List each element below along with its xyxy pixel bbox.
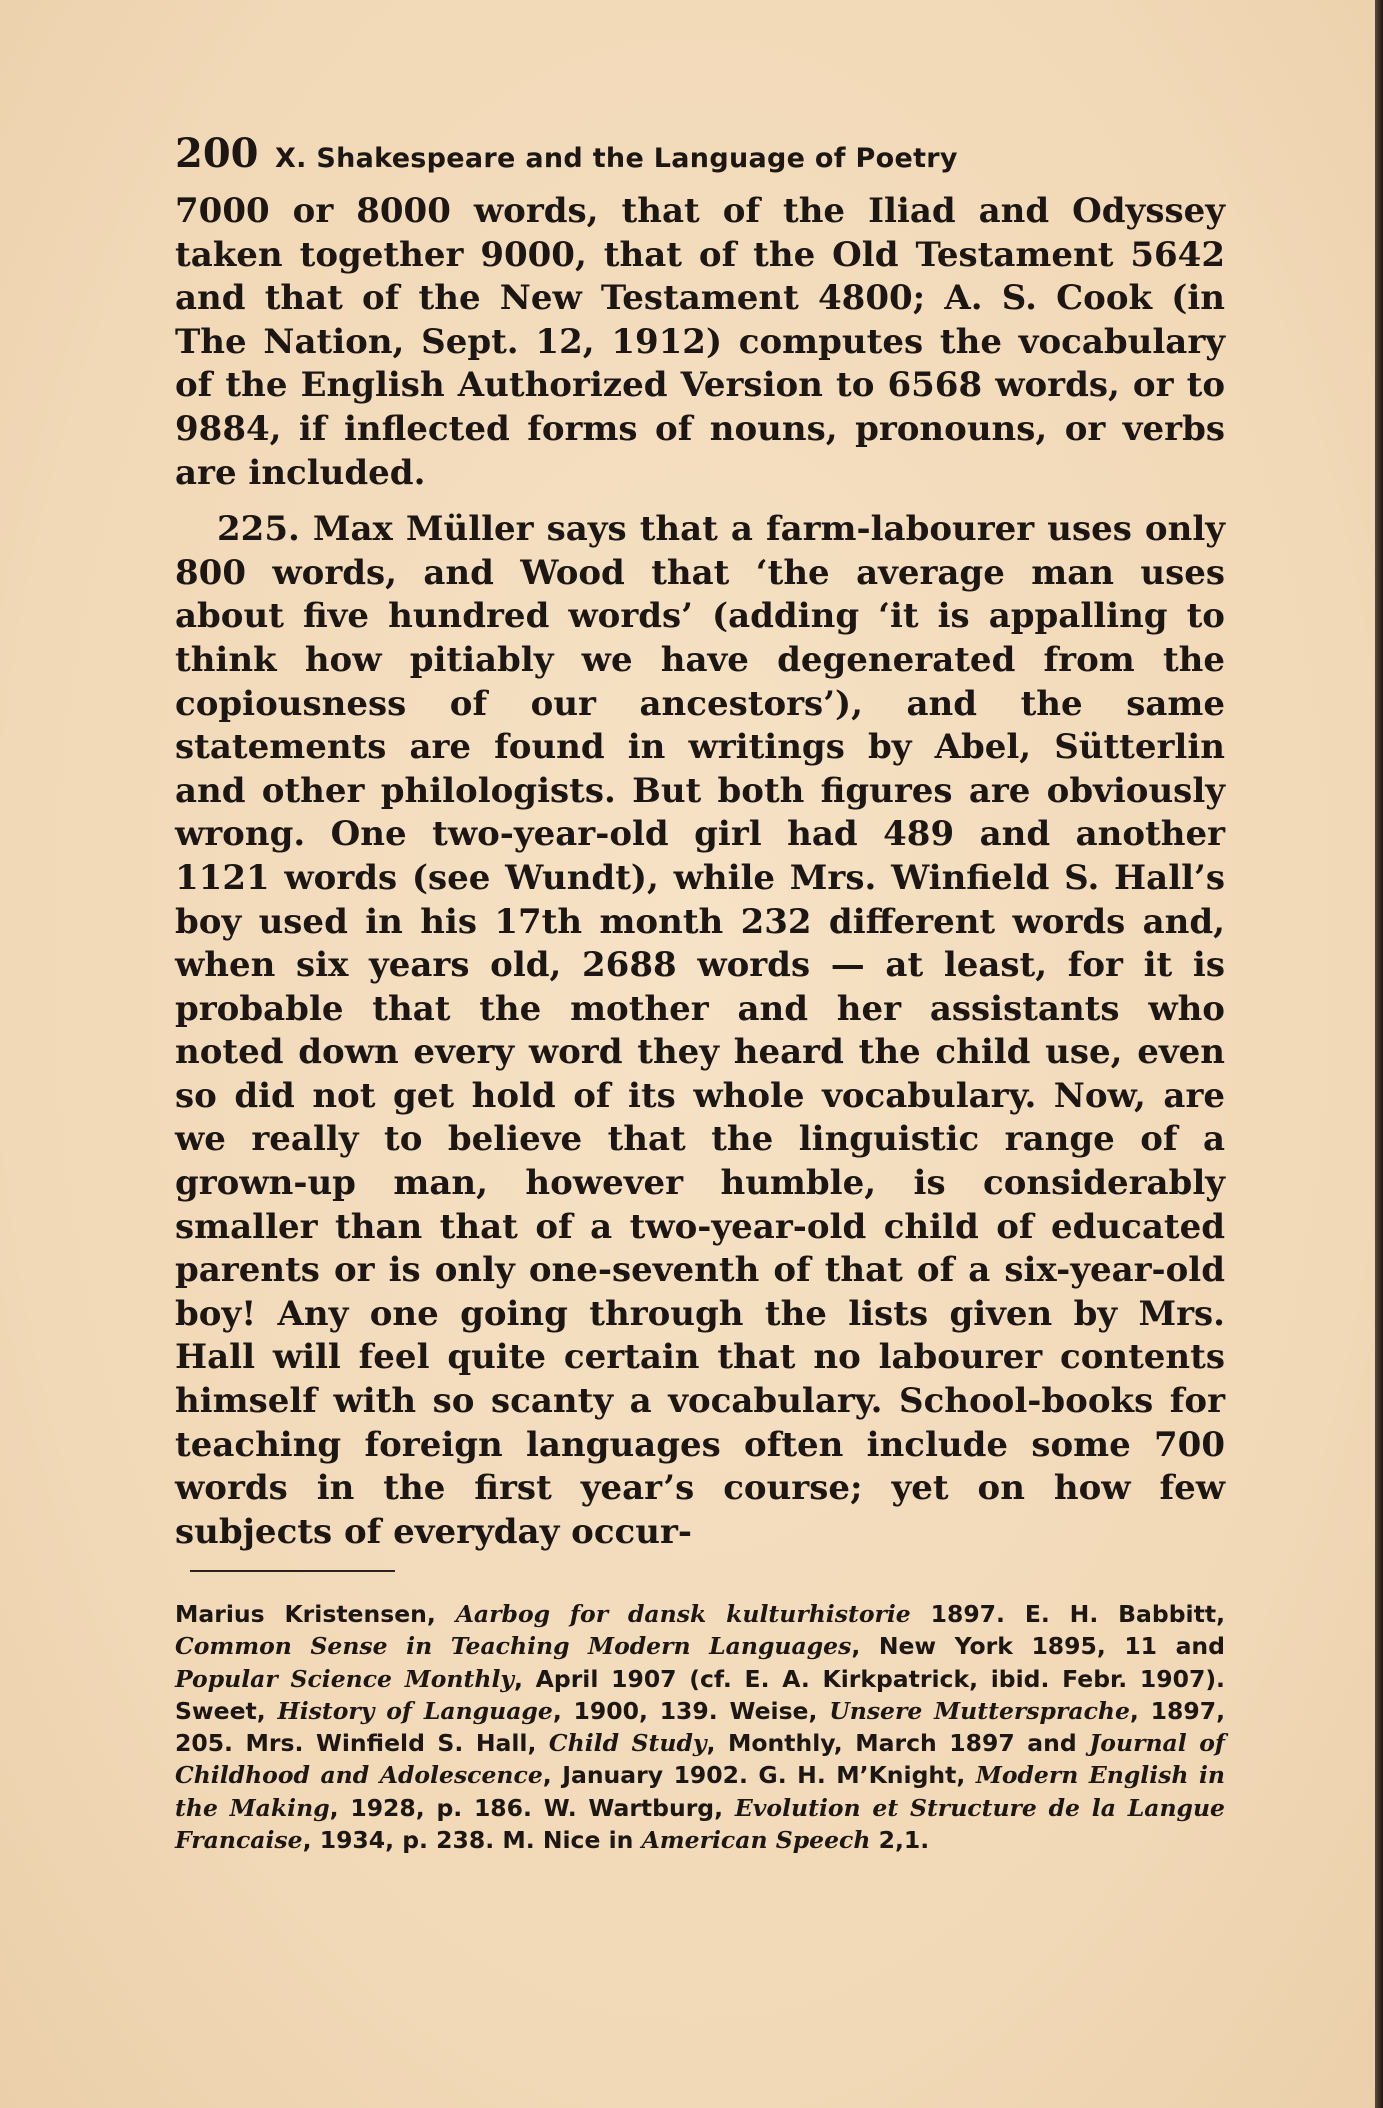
page-header (175, 130, 1235, 177)
footnote-rule (190, 1570, 395, 1572)
page-edge-shadow (1375, 0, 1383, 2108)
footnote-title: Common Sense in Teaching Modern Languages (175, 1632, 852, 1661)
footnote-text: , April 1907 (cf. E. A. Kirkpatrick, ibid. Febr. 1907). Sweet, (175, 1664, 1225, 1725)
footnote-text: , 1897, 205. Mrs. Winfield S. Hall, (175, 1696, 1225, 1758)
footnote-text: , New York 1895, 11 and (851, 1632, 1225, 1661)
running-head: X. Shakespeare and the Language of Poetry (275, 143, 958, 174)
section-paragraph (175, 508, 1225, 1554)
footnote-title: Unsere Muttersprache (829, 1696, 1130, 1725)
continuation-paragraph: 7000 or 8000 words, that of the Iliad and Odyssey taken together 9000, that of the Old Testament 5642 and that of the New Testament 4800; A. S. Cook (in The Nation, Sept. 12, 1912) computes the vocabulary of the English Authorized Version to 6568 words, or to 9884, if inflected forms of nouns, pronouns, or verbs are included. (175, 191, 1225, 493)
footnote-text: , January 1902. G. H. M’Knight, (542, 1761, 976, 1790)
footnote-text: 1897. E. H. Babbitt, (910, 1600, 1226, 1628)
footnote-title: American Speech (641, 1826, 871, 1855)
footnote-title: Modern English in the Making (175, 1761, 1225, 1822)
footnote-text: , 1900, 139. Weise, (552, 1696, 830, 1725)
footnote-text: , 1928, p. 186. W. Wartburg, (329, 1793, 735, 1822)
footnote-text: , 1934, p. 238. M. Nice in (302, 1826, 642, 1855)
footnote-title: Child Study (548, 1729, 707, 1758)
section-number: 225. (217, 509, 300, 550)
footnote-title: Aarbog for dansk kulturhistorie (455, 1600, 911, 1628)
section-paragraph-text: Max Müller says that a farm-labourer uses only 800 words, and Wood that ‘the average man uses about five hundred words’ (adding ‘it is appalling to think how pitiably we have degenerated from the copiousness of our ancestors’), and the same statements are found in writings by Abel, Sütterlin and other philologists. But both figures are obviously wrong. One two-year-old girl had 489 and another 1121 words (see Wundt), while Mrs. Winfield S. Hall’s boy used in his 17th month 232 different words and, when six years old, 2688 words — at least, for it is probable that the mother and her assistants who noted down every word they heard the child use, even so did not get hold of its whole vocabulary. Now, are we really to believe that the linguistic range of a grown-up man, however humble, is considerably smaller than that of a two-year-old child of educated parents or is only one-seventh of that of a six-year-old boy! Any one going through the lists given by Mrs. Hall will feel quite certain that no labourer contents himself with so scanty a vocabulary. School-books for teaching foreign languages often include some 700 words in the first year’s course; yet on how few subjects of everyday occur- (175, 509, 1225, 1552)
footnote-text: , Monthly, March 1897 and (706, 1729, 1090, 1758)
footnote-title: History of Language (277, 1696, 553, 1725)
body-text (175, 190, 1225, 1554)
footnote-title: Journal of Childhood and Adolescence (175, 1729, 1226, 1790)
footnote-title: Evolution et Structure de la Langue Francaise (175, 1793, 1226, 1855)
footnote-text: 2,1. (870, 1826, 930, 1855)
page-number: 200 (175, 130, 259, 177)
footnote-title: Popular Science Monthly (175, 1664, 515, 1693)
footnote (175, 1598, 1225, 1856)
footnote-text: Marius Kristensen, (175, 1600, 456, 1628)
